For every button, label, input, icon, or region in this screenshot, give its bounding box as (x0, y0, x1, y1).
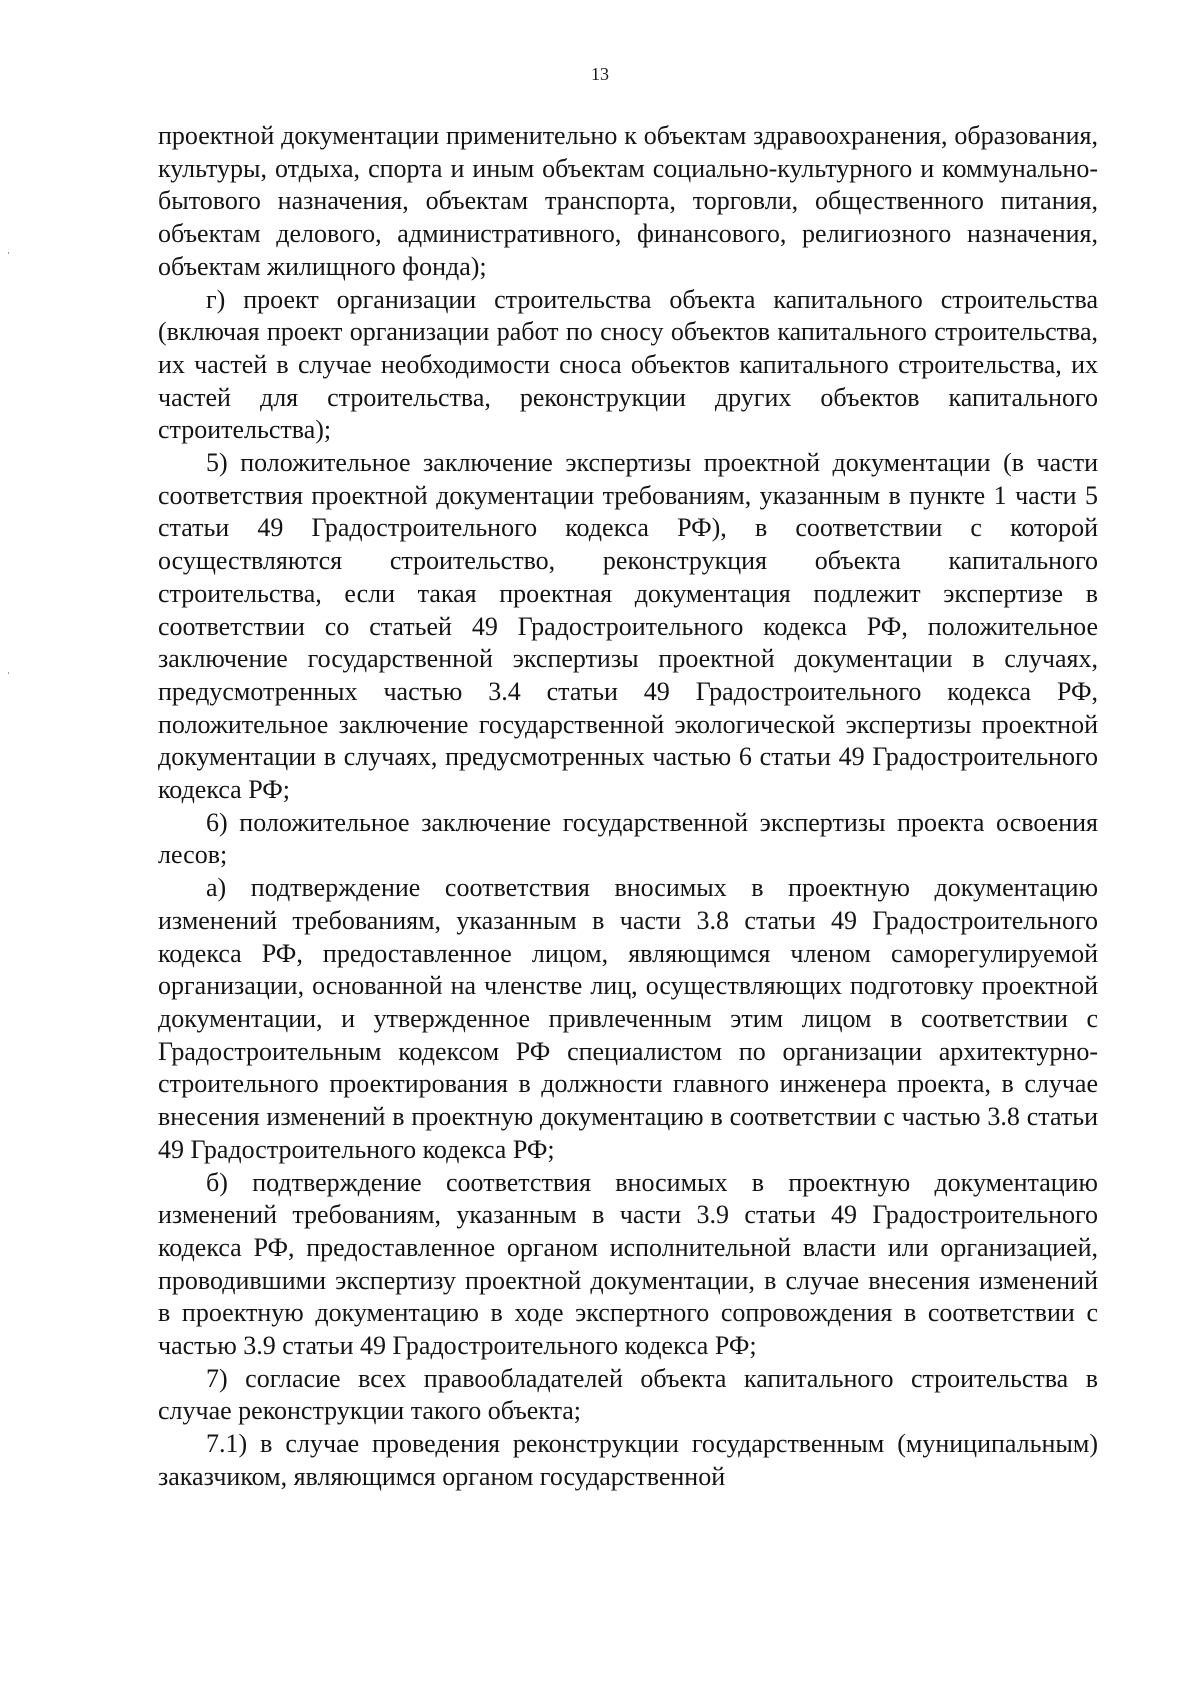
paragraph-item-b: б) подтверждение соответствия вносимых в проектную документацию изменений требованиям, указанным в части 3.9 статьи 49 Градостроительного кодекса РФ, предоставленное органом исполнительной власти или организацией, проводившими экспертизу проектной документации, в случае внесения изменений в проектную документацию в ходе экспертного сопровождения в соответствии с частью 3.9 статьи 49 Градостроительного кодекса РФ; (158, 1167, 1098, 1361)
paragraph-item-7: 7) согласие всех правообладателей объекта капитального строительства в случае реконструкции такого объекта; (158, 1363, 1098, 1426)
paragraph-item-6: 6) положительное заключение государственной экспертизы проекта освоения лесов; (158, 807, 1098, 870)
document-body (158, 120, 1098, 1494)
scan-artifact (8, 672, 9, 674)
paragraph-item-5: 5) положительное заключение экспертизы проектной документации (в части соответствия проектной документации требованиям, указанным в пункте 1 части 5 статьи 49 Градостроительного кодекса РФ), в соответствии с которой осуществляются строительство, реконструкция объекта капитального строительства, если такая проектная документация подлежит экспертизе в соответствии со статьей 49 Градостроительного кодекса РФ, положительное заключение государственной экспертизы проектной документации в случаях, предусмотренных частью 3.4 статьи 49 Градостроительного кодекса РФ, положительное заключение государственной экологической экспертизы проектной документации в случаях, предусмотренных частью 6 статьи 49 Градостроительного кодекса РФ; (158, 448, 1098, 805)
paragraph-item-g: г) проект организации строительства объекта капитального строительства (включая проект организации работ по сносу объектов капитального строительства, их частей в случае необходимости сноса объектов капитального строительства, их частей для строительства, реконструкции других объектов капитального строительства); (158, 284, 1098, 445)
page-number: 13 (591, 64, 609, 84)
paragraph-item-a: а) подтверждение соответствия вносимых в проектную документацию изменений требованиям, указанным в части 3.8 статьи 49 Градостроительного кодекса РФ, предоставленное лицом, являющимся членом саморегулируемой организации, основанной на членстве лиц, осуществляющих подготовку проектной документации, и утвержденное привлеченным этим лицом в соответствии с Градостроительным кодексом РФ специалистом по организации архитектурно-строительного проектирования в должности главного инженера проекта, в случае внесения изменений в проектную документацию в соответствии с частью 3.8 статьи 49 Градостроительного кодекса РФ; (158, 873, 1098, 1164)
paragraph-item-7-1: 7.1) в случае проведения реконструкции государственным (муниципальным) заказчиком, являющимся органом государственной (158, 1429, 1098, 1491)
scan-artifact (8, 252, 9, 254)
paragraph-continuation: проектной документации применительно к объектам здравоохранения, образования, культуры, отдыха, спорта и иным объектам социально-культурного и коммунально-бытового назначения, объектам транспорта, торговли, общественного питания, объектам делового, административного, финансового, религиозного назначения, объектам жилищного фонда); (158, 121, 1098, 281)
